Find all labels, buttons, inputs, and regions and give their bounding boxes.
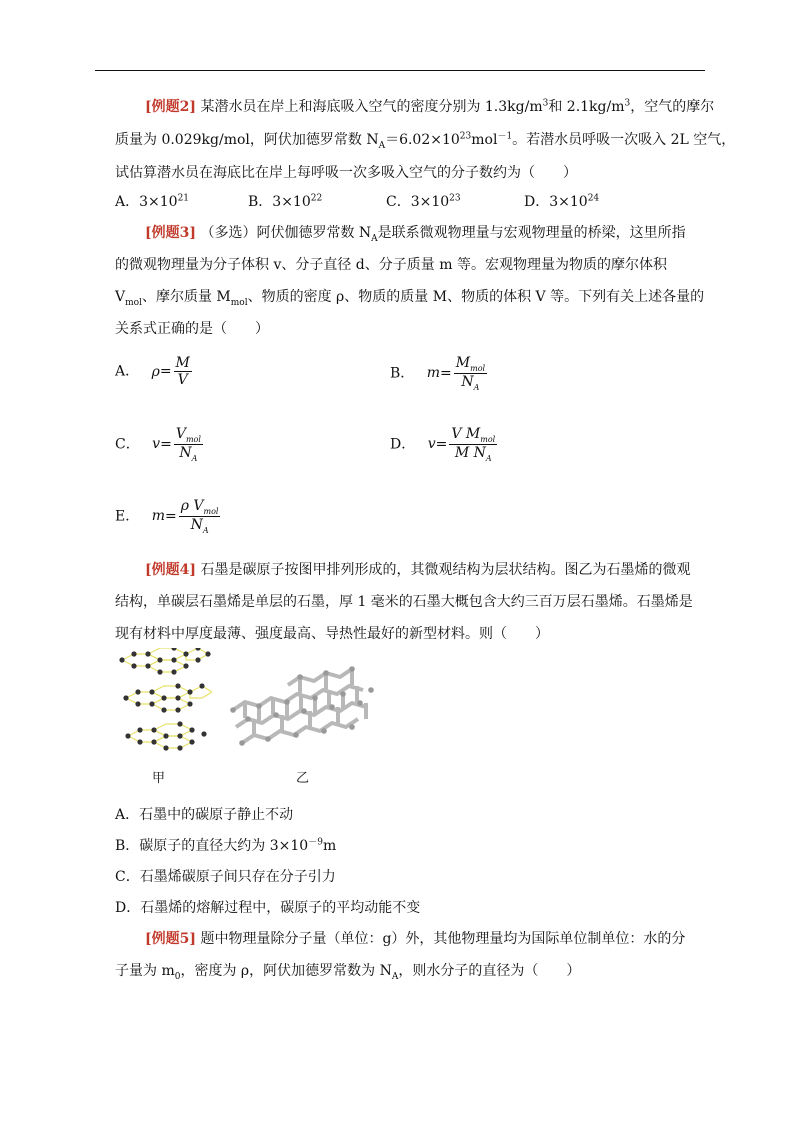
ex5-line2: 子量为 $m_0$，密度为 ρ，阿伏加德罗常数为 $N_A$，则水分子的直径为（ ） (115, 963, 581, 982)
ex2-line2: 质量为 0.029kg/mol，阿伏加德罗常数 $N_A=6.02\times 10^{23}mol^{-1}$。若潜水员呼吸一次吸入 2L 空气， (115, 131, 736, 151)
ex2-option-d[interactable]: D．$3\times 10^{24}$ (524, 193, 600, 210)
ex4-line1: [例题4] 石墨是碳原子按图甲排列形成的，其微观结构为层状结构。图乙为石墨烯的微观 (145, 562, 691, 578)
ex3-tag: [例题3] (145, 225, 196, 241)
figure-label-jia: 甲 (152, 771, 166, 786)
ex4-tag: [例题4] (145, 562, 196, 578)
ex3-line2: 的微观物理量为分子体积 v、分子直径 d、分子质量 m 等。宏观物理量为物质的摩尔体积 (115, 257, 667, 273)
ex4-option-b[interactable]: B．碳原子的直径大约为 $3\times 10^{-9}m$ (115, 837, 337, 854)
ex4-line3: 现有材料中厚度最薄、强度最高、导热性最好的新型材料。则（ ） (115, 626, 549, 642)
ex3-option-e[interactable]: E． m= $\frac{\rho V_{mol}}{N_A}$ (115, 498, 219, 535)
figure-label-yi: 乙 (296, 771, 310, 786)
ex5-tag: [例题5] (145, 931, 196, 947)
graphene-figure (228, 665, 378, 755)
ex5-line1: [例题5] 题中物理量除分子量（单位：g）外，其他物理量均为国际单位制单位：水的分 (145, 931, 686, 947)
ex3-line4: 关系式正确的是（ ） (115, 321, 269, 337)
ex4-option-c[interactable]: C．石墨烯碳原子间只存在分子引力 (115, 869, 336, 885)
ex3-option-d[interactable]: D． v= $\frac{V M_{mol}}{M N_A}$ (390, 426, 496, 463)
ex2-line1: [例题2] 某潜水员在岸上和海底吸入空气的密度分别为 $1.3kg/m^3$和 $2.1kg/m^3$，空气的摩尔 (145, 98, 715, 115)
ex4-option-d[interactable]: D．石墨烯的熔解过程中，碳原子的平均动能不变 (115, 900, 421, 916)
header-rule (95, 70, 705, 71)
ex2-option-c[interactable]: C．$3\times 10^{23}$ (386, 193, 461, 210)
ex3-line3: $V_{mol}$、摩尔质量 $M_{mol}$、物质的密度 ρ、物质的质量 M、物质的体积 V 等。下列有关上述各量的 (115, 289, 705, 308)
ex4-option-a[interactable]: A．石墨中的碳原子静止不动 (115, 807, 294, 823)
ex2-option-b[interactable]: B．$3\times 10^{22}$ (248, 193, 323, 210)
ex2-tag: [例题2] (145, 99, 196, 115)
ex3-line1: [例题3] （多选）阿伏伽德罗常数 $N_A$是联系微观物理量与宏观物理量的桥梁，这里所指 (145, 225, 686, 244)
ex4-line2: 结构，单碳层石墨烯是单层的石墨，厚 1 毫米的石墨大概包含大约三百万层石墨烯。石墨烯是 (115, 594, 693, 610)
ex3-option-c[interactable]: C． v= $\frac{V_{mol}}{N_A}$ (115, 426, 201, 463)
ex2-option-a[interactable]: A．$3\times 10^{21}$ (115, 193, 190, 210)
ex3-option-b[interactable]: B． m= $\frac{M_{mol}}{N_A}$ (390, 355, 486, 392)
graphite-layers-figure (112, 648, 212, 758)
ex3-option-a[interactable]: A． ρ= $\frac{M}{V}$ (115, 355, 190, 388)
ex2-line3: 试估算潜水员在海底比在岸上每呼吸一次多吸入空气的分子数约为（ ） (115, 165, 577, 181)
